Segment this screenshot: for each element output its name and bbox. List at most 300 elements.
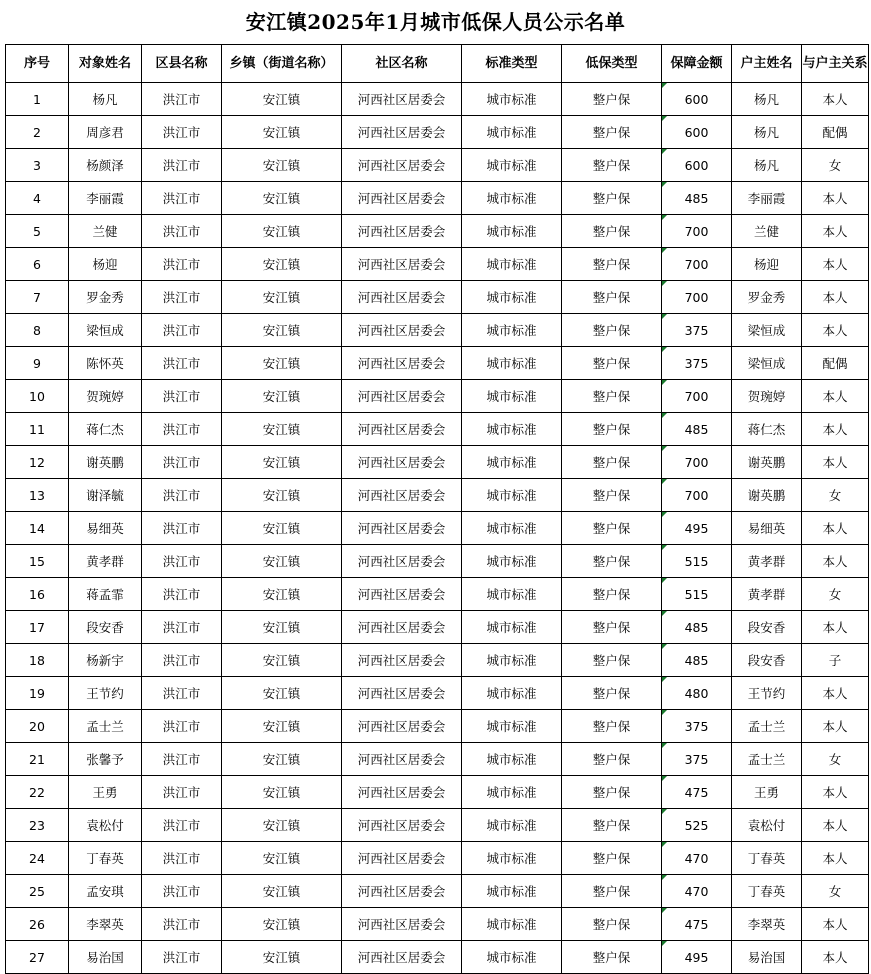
relationship-cell: 本人 (802, 314, 869, 347)
county-cell: 洪江市 (142, 743, 222, 776)
amount-cell: 515 (662, 578, 732, 611)
householder-cell: 王节约 (732, 677, 802, 710)
allowance-type-cell: 整户保 (562, 83, 662, 116)
table-row (6, 776, 869, 809)
amount-cell: 700 (662, 248, 732, 281)
relationship-cell: 女 (802, 149, 869, 182)
community-cell: 河西社区居委会 (342, 149, 462, 182)
index-cell: 13 (6, 479, 69, 512)
allowance-type-cell: 整户保 (562, 149, 662, 182)
allowance-type-cell: 整户保 (562, 611, 662, 644)
amount-cell: 375 (662, 347, 732, 380)
col-header-community: 社区名称 (342, 45, 462, 83)
table-row (6, 281, 869, 314)
householder-cell: 李丽霞 (732, 182, 802, 215)
col-header-index: 序号 (6, 45, 69, 83)
county-cell: 洪江市 (142, 941, 222, 974)
standard-type-cell: 城市标准 (462, 380, 562, 413)
community-cell: 河西社区居委会 (342, 776, 462, 809)
community-cell: 河西社区居委会 (342, 875, 462, 908)
name-cell: 杨凡 (69, 83, 142, 116)
table-row (6, 743, 869, 776)
allowance-type-cell: 整户保 (562, 215, 662, 248)
county-cell: 洪江市 (142, 479, 222, 512)
index-cell: 17 (6, 611, 69, 644)
community-cell: 河西社区居委会 (342, 380, 462, 413)
town-cell: 安江镇 (222, 182, 342, 215)
amount-cell: 485 (662, 611, 732, 644)
town-cell: 安江镇 (222, 83, 342, 116)
amount-cell: 485 (662, 413, 732, 446)
name-cell: 李丽霞 (69, 182, 142, 215)
town-cell: 安江镇 (222, 809, 342, 842)
amount-cell: 485 (662, 182, 732, 215)
community-cell: 河西社区居委会 (342, 314, 462, 347)
allowance-type-cell: 整户保 (562, 281, 662, 314)
town-cell: 安江镇 (222, 281, 342, 314)
col-header-standard-type: 标准类型 (462, 45, 562, 83)
town-cell: 安江镇 (222, 149, 342, 182)
index-cell: 4 (6, 182, 69, 215)
allowance-type-cell: 整户保 (562, 743, 662, 776)
householder-cell: 杨凡 (732, 116, 802, 149)
name-cell: 周彦君 (69, 116, 142, 149)
county-cell: 洪江市 (142, 908, 222, 941)
name-cell: 孟安琪 (69, 875, 142, 908)
community-cell: 河西社区居委会 (342, 611, 462, 644)
amount-cell: 700 (662, 380, 732, 413)
name-cell: 易治国 (69, 941, 142, 974)
community-cell: 河西社区居委会 (342, 743, 462, 776)
table-row (6, 842, 869, 875)
name-cell: 段安香 (69, 611, 142, 644)
county-cell: 洪江市 (142, 413, 222, 446)
name-cell: 罗金秀 (69, 281, 142, 314)
county-cell: 洪江市 (142, 710, 222, 743)
amount-cell: 475 (662, 776, 732, 809)
col-header-county: 区县名称 (142, 45, 222, 83)
col-header-householder: 户主姓名 (732, 45, 802, 83)
county-cell: 洪江市 (142, 116, 222, 149)
community-cell: 河西社区居委会 (342, 677, 462, 710)
allowance-type-cell: 整户保 (562, 776, 662, 809)
relationship-cell: 本人 (802, 83, 869, 116)
standard-type-cell: 城市标准 (462, 545, 562, 578)
table-row (6, 545, 869, 578)
standard-type-cell: 城市标准 (462, 677, 562, 710)
table-row (6, 149, 869, 182)
householder-cell: 黄孝群 (732, 545, 802, 578)
allowance-type-cell: 整户保 (562, 116, 662, 149)
index-cell: 3 (6, 149, 69, 182)
relationship-cell: 本人 (802, 182, 869, 215)
amount-cell: 600 (662, 116, 732, 149)
relationship-cell: 本人 (802, 380, 869, 413)
county-cell: 洪江市 (142, 380, 222, 413)
community-cell: 河西社区居委会 (342, 578, 462, 611)
community-cell: 河西社区居委会 (342, 182, 462, 215)
county-cell: 洪江市 (142, 149, 222, 182)
town-cell: 安江镇 (222, 644, 342, 677)
index-cell: 22 (6, 776, 69, 809)
index-cell: 18 (6, 644, 69, 677)
amount-cell: 525 (662, 809, 732, 842)
standard-type-cell: 城市标准 (462, 182, 562, 215)
town-cell: 安江镇 (222, 380, 342, 413)
county-cell: 洪江市 (142, 842, 222, 875)
amount-cell: 495 (662, 512, 732, 545)
householder-cell: 杨凡 (732, 149, 802, 182)
table-row (6, 908, 869, 941)
name-cell: 蒋孟霏 (69, 578, 142, 611)
col-header-allowance-type: 低保类型 (562, 45, 662, 83)
relationship-cell: 本人 (802, 413, 869, 446)
index-cell: 14 (6, 512, 69, 545)
amount-cell: 600 (662, 149, 732, 182)
county-cell: 洪江市 (142, 545, 222, 578)
standard-type-cell: 城市标准 (462, 743, 562, 776)
table-row (6, 479, 869, 512)
index-cell: 27 (6, 941, 69, 974)
allowance-type-cell: 整户保 (562, 842, 662, 875)
name-cell: 杨颜泽 (69, 149, 142, 182)
town-cell: 安江镇 (222, 314, 342, 347)
relationship-cell: 配偶 (802, 347, 869, 380)
relationship-cell: 本人 (802, 908, 869, 941)
householder-cell: 李翠英 (732, 908, 802, 941)
amount-cell: 515 (662, 545, 732, 578)
index-cell: 20 (6, 710, 69, 743)
col-header-name: 对象姓名 (69, 45, 142, 83)
standard-type-cell: 城市标准 (462, 149, 562, 182)
standard-type-cell: 城市标准 (462, 809, 562, 842)
householder-cell: 孟士兰 (732, 710, 802, 743)
town-cell: 安江镇 (222, 413, 342, 446)
amount-cell: 480 (662, 677, 732, 710)
community-cell: 河西社区居委会 (342, 215, 462, 248)
name-cell: 黄孝群 (69, 545, 142, 578)
householder-cell: 梁恒成 (732, 314, 802, 347)
county-cell: 洪江市 (142, 347, 222, 380)
standard-type-cell: 城市标准 (462, 281, 562, 314)
relationship-cell: 本人 (802, 281, 869, 314)
amount-cell: 700 (662, 446, 732, 479)
householder-cell: 丁春英 (732, 875, 802, 908)
name-cell: 杨新宇 (69, 644, 142, 677)
householder-cell: 易细英 (732, 512, 802, 545)
county-cell: 洪江市 (142, 281, 222, 314)
county-cell: 洪江市 (142, 611, 222, 644)
allowance-type-cell: 整户保 (562, 644, 662, 677)
table-row (6, 83, 869, 116)
householder-cell: 王勇 (732, 776, 802, 809)
table-row (6, 182, 869, 215)
relationship-cell: 本人 (802, 809, 869, 842)
community-cell: 河西社区居委会 (342, 116, 462, 149)
standard-type-cell: 城市标准 (462, 413, 562, 446)
town-cell: 安江镇 (222, 347, 342, 380)
name-cell: 李翠英 (69, 908, 142, 941)
name-cell: 蒋仁杰 (69, 413, 142, 446)
name-cell: 王勇 (69, 776, 142, 809)
name-cell: 贺琬婷 (69, 380, 142, 413)
town-cell: 安江镇 (222, 578, 342, 611)
relationship-cell: 本人 (802, 215, 869, 248)
amount-cell: 375 (662, 314, 732, 347)
index-cell: 7 (6, 281, 69, 314)
standard-type-cell: 城市标准 (462, 512, 562, 545)
amount-cell: 475 (662, 908, 732, 941)
index-cell: 15 (6, 545, 69, 578)
name-cell: 谢泽毓 (69, 479, 142, 512)
community-cell: 河西社区居委会 (342, 512, 462, 545)
relationship-cell: 本人 (802, 677, 869, 710)
county-cell: 洪江市 (142, 644, 222, 677)
community-cell: 河西社区居委会 (342, 347, 462, 380)
table-row (6, 215, 869, 248)
allowance-type-cell: 整户保 (562, 248, 662, 281)
county-cell: 洪江市 (142, 446, 222, 479)
index-cell: 21 (6, 743, 69, 776)
town-cell: 安江镇 (222, 875, 342, 908)
town-cell: 安江镇 (222, 116, 342, 149)
householder-cell: 梁恒成 (732, 347, 802, 380)
col-header-town: 乡镇（街道名称） (222, 45, 342, 83)
standard-type-cell: 城市标准 (462, 776, 562, 809)
roster-table (5, 44, 869, 974)
table-row (6, 347, 869, 380)
community-cell: 河西社区居委会 (342, 446, 462, 479)
index-cell: 2 (6, 116, 69, 149)
community-cell: 河西社区居委会 (342, 710, 462, 743)
county-cell: 洪江市 (142, 776, 222, 809)
index-cell: 23 (6, 809, 69, 842)
relationship-cell: 本人 (802, 611, 869, 644)
relationship-cell: 本人 (802, 842, 869, 875)
amount-cell: 485 (662, 644, 732, 677)
town-cell: 安江镇 (222, 710, 342, 743)
name-cell: 孟士兰 (69, 710, 142, 743)
table-body (6, 83, 869, 974)
standard-type-cell: 城市标准 (462, 248, 562, 281)
amount-cell: 375 (662, 743, 732, 776)
name-cell: 梁恒成 (69, 314, 142, 347)
allowance-type-cell: 整户保 (562, 545, 662, 578)
relationship-cell: 本人 (802, 776, 869, 809)
county-cell: 洪江市 (142, 875, 222, 908)
page-title: 安江镇2025年1月城市低保人员公示名单 (245, 10, 626, 34)
allowance-type-cell: 整户保 (562, 314, 662, 347)
standard-type-cell: 城市标准 (462, 644, 562, 677)
householder-cell: 杨迎 (732, 248, 802, 281)
householder-cell: 孟士兰 (732, 743, 802, 776)
allowance-type-cell: 整户保 (562, 875, 662, 908)
allowance-type-cell: 整户保 (562, 347, 662, 380)
standard-type-cell: 城市标准 (462, 446, 562, 479)
relationship-cell: 子 (802, 644, 869, 677)
name-cell: 陈怀英 (69, 347, 142, 380)
index-cell: 9 (6, 347, 69, 380)
index-cell: 8 (6, 314, 69, 347)
community-cell: 河西社区居委会 (342, 83, 462, 116)
town-cell: 安江镇 (222, 479, 342, 512)
standard-type-cell: 城市标准 (462, 875, 562, 908)
standard-type-cell: 城市标准 (462, 578, 562, 611)
table-row (6, 380, 869, 413)
town-cell: 安江镇 (222, 908, 342, 941)
householder-cell: 段安香 (732, 611, 802, 644)
community-cell: 河西社区居委会 (342, 842, 462, 875)
index-cell: 24 (6, 842, 69, 875)
standard-type-cell: 城市标准 (462, 215, 562, 248)
standard-type-cell: 城市标准 (462, 710, 562, 743)
allowance-type-cell: 整户保 (562, 908, 662, 941)
index-cell: 26 (6, 908, 69, 941)
table-row (6, 875, 869, 908)
amount-cell: 600 (662, 83, 732, 116)
allowance-type-cell: 整户保 (562, 941, 662, 974)
standard-type-cell: 城市标准 (462, 83, 562, 116)
amount-cell: 700 (662, 479, 732, 512)
householder-cell: 谢英鹏 (732, 446, 802, 479)
name-cell: 袁松付 (69, 809, 142, 842)
householder-cell: 段安香 (732, 644, 802, 677)
town-cell: 安江镇 (222, 776, 342, 809)
county-cell: 洪江市 (142, 578, 222, 611)
amount-cell: 375 (662, 710, 732, 743)
relationship-cell: 配偶 (802, 116, 869, 149)
table-row (6, 578, 869, 611)
index-cell: 11 (6, 413, 69, 446)
householder-cell: 易治国 (732, 941, 802, 974)
name-cell: 易细英 (69, 512, 142, 545)
table-row (6, 116, 869, 149)
table-row (6, 809, 869, 842)
community-cell: 河西社区居委会 (342, 644, 462, 677)
index-cell: 19 (6, 677, 69, 710)
allowance-type-cell: 整户保 (562, 479, 662, 512)
relationship-cell: 女 (802, 479, 869, 512)
county-cell: 洪江市 (142, 314, 222, 347)
table-row (6, 413, 869, 446)
col-header-relationship: 与户主关系 (802, 45, 869, 83)
table-row (6, 710, 869, 743)
table-row (6, 314, 869, 347)
index-cell: 5 (6, 215, 69, 248)
county-cell: 洪江市 (142, 512, 222, 545)
householder-cell: 袁松付 (732, 809, 802, 842)
standard-type-cell: 城市标准 (462, 347, 562, 380)
community-cell: 河西社区居委会 (342, 281, 462, 314)
relationship-cell: 本人 (802, 512, 869, 545)
relationship-cell: 女 (802, 578, 869, 611)
town-cell: 安江镇 (222, 941, 342, 974)
allowance-type-cell: 整户保 (562, 512, 662, 545)
county-cell: 洪江市 (142, 83, 222, 116)
name-cell: 杨迎 (69, 248, 142, 281)
householder-cell: 谢英鹏 (732, 479, 802, 512)
standard-type-cell: 城市标准 (462, 479, 562, 512)
table-row (6, 941, 869, 974)
county-cell: 洪江市 (142, 215, 222, 248)
town-cell: 安江镇 (222, 842, 342, 875)
index-cell: 16 (6, 578, 69, 611)
table-row (6, 512, 869, 545)
name-cell: 谢英鹏 (69, 446, 142, 479)
householder-cell: 蒋仁杰 (732, 413, 802, 446)
index-cell: 1 (6, 83, 69, 116)
community-cell: 河西社区居委会 (342, 809, 462, 842)
allowance-type-cell: 整户保 (562, 413, 662, 446)
standard-type-cell: 城市标准 (462, 611, 562, 644)
town-cell: 安江镇 (222, 677, 342, 710)
table-row (6, 644, 869, 677)
town-cell: 安江镇 (222, 545, 342, 578)
standard-type-cell: 城市标准 (462, 116, 562, 149)
householder-cell: 贺琬婷 (732, 380, 802, 413)
county-cell: 洪江市 (142, 677, 222, 710)
relationship-cell: 本人 (802, 248, 869, 281)
relationship-cell: 本人 (802, 941, 869, 974)
householder-cell: 罗金秀 (732, 281, 802, 314)
name-cell: 王节约 (69, 677, 142, 710)
table-row (6, 248, 869, 281)
householder-cell: 丁春英 (732, 842, 802, 875)
amount-cell: 495 (662, 941, 732, 974)
name-cell: 丁春英 (69, 842, 142, 875)
relationship-cell: 本人 (802, 545, 869, 578)
relationship-cell: 女 (802, 743, 869, 776)
allowance-type-cell: 整户保 (562, 710, 662, 743)
town-cell: 安江镇 (222, 446, 342, 479)
community-cell: 河西社区居委会 (342, 248, 462, 281)
town-cell: 安江镇 (222, 611, 342, 644)
table-row (6, 446, 869, 479)
header-row (6, 45, 869, 83)
allowance-type-cell: 整户保 (562, 182, 662, 215)
allowance-type-cell: 整户保 (562, 578, 662, 611)
community-cell: 河西社区居委会 (342, 479, 462, 512)
town-cell: 安江镇 (222, 215, 342, 248)
amount-cell: 470 (662, 875, 732, 908)
relationship-cell: 本人 (802, 710, 869, 743)
table-row (6, 611, 869, 644)
relationship-cell: 本人 (802, 446, 869, 479)
relationship-cell: 女 (802, 875, 869, 908)
amount-cell: 470 (662, 842, 732, 875)
allowance-type-cell: 整户保 (562, 809, 662, 842)
name-cell: 兰健 (69, 215, 142, 248)
town-cell: 安江镇 (222, 248, 342, 281)
county-cell: 洪江市 (142, 248, 222, 281)
amount-cell: 700 (662, 215, 732, 248)
county-cell: 洪江市 (142, 809, 222, 842)
householder-cell: 黄孝群 (732, 578, 802, 611)
householder-cell: 杨凡 (732, 83, 802, 116)
standard-type-cell: 城市标准 (462, 908, 562, 941)
community-cell: 河西社区居委会 (342, 908, 462, 941)
table-row (6, 677, 869, 710)
allowance-type-cell: 整户保 (562, 446, 662, 479)
community-cell: 河西社区居委会 (342, 413, 462, 446)
community-cell: 河西社区居委会 (342, 941, 462, 974)
allowance-type-cell: 整户保 (562, 380, 662, 413)
name-cell: 张馨予 (69, 743, 142, 776)
amount-cell: 700 (662, 281, 732, 314)
town-cell: 安江镇 (222, 512, 342, 545)
householder-cell: 兰健 (732, 215, 802, 248)
index-cell: 12 (6, 446, 69, 479)
